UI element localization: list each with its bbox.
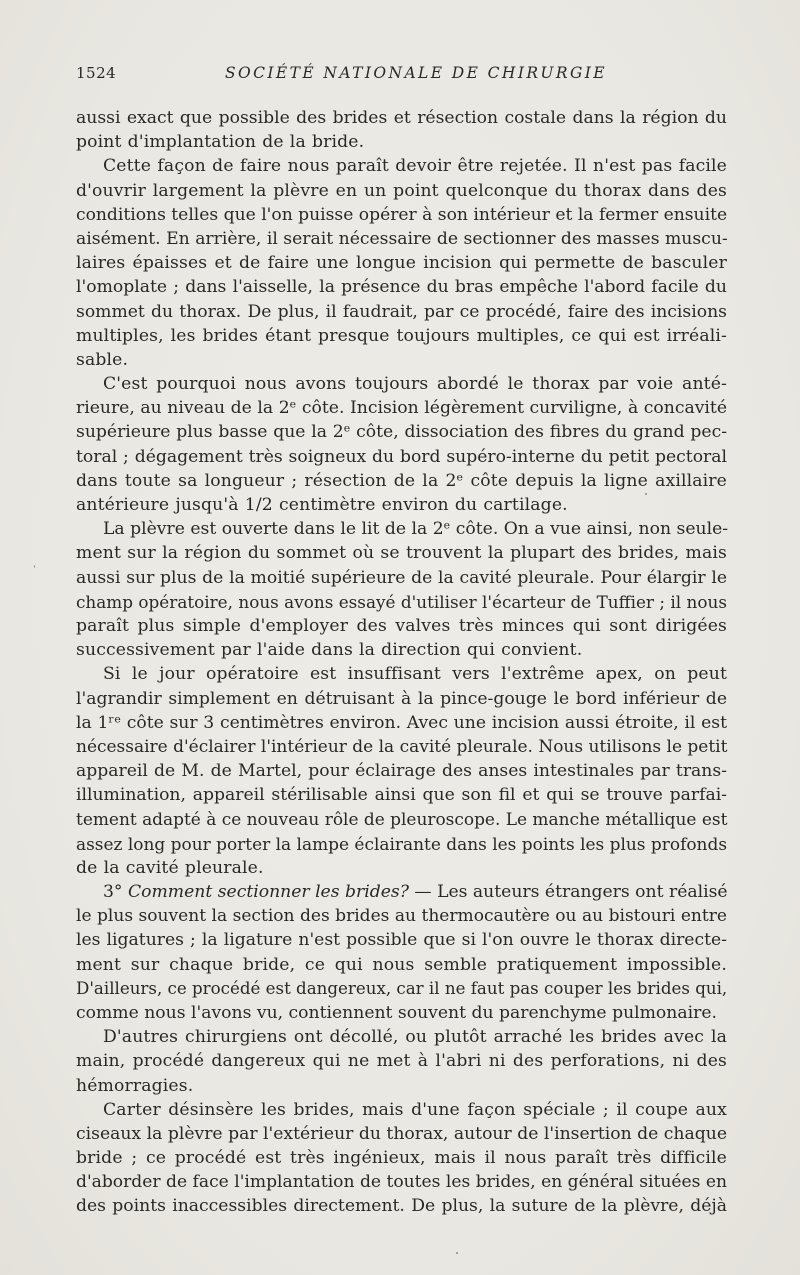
paper-speck: [456, 1252, 458, 1254]
section-heading-italic: Comment sectionner les brides?: [128, 882, 409, 902]
text-line: hémorragies.: [76, 1075, 194, 1096]
text-line: comme nous l'avons vu, contiennent souvent du parenchyme pulmonaire.: [76, 1002, 717, 1023]
text-line: conditions telles que l'on puisse opérer à son intérieur et la fermer ensuite: [76, 204, 728, 225]
line-prefix: 3°: [103, 882, 128, 902]
text-line: assez long pour porter la lampe éclairante dans les points les plus profonds: [76, 833, 728, 854]
text-line: [76, 880, 727, 904]
text-line: sable.: [76, 349, 129, 370]
text-line: Si le jour opératoire est insuffisant vers l'extrême apex, on peut: [103, 664, 727, 685]
text-line: successivement par l'aide dans la direction qui convient.: [76, 640, 583, 661]
text-line: rieure, au niveau de la 2ᵉ côte. Incision légèrement curviligne, à concavité: [76, 398, 727, 419]
text-line: aisément. En arrière, il serait nécessaire de sectionner des masses muscu-: [76, 228, 728, 249]
text-line: aussi exact que possible des brides et résection costale dans la région du: [76, 108, 727, 128]
text-line: l'agrandir simplement en détruisant à la pince-gouge le bord inférieur de: [76, 688, 727, 709]
text-line: les ligatures ; la ligature n'est possible que si l'on ouvre le thorax directe-: [76, 930, 727, 951]
text-line: supérieure plus basse que la 2ᵉ côte, dissociation des fibres du grand pec-: [76, 422, 727, 443]
text-line: nécessaire d'éclairer l'intérieur de la cavité pleurale. Nous utilisons le petit: [76, 736, 728, 757]
text-line: point d'implantation de la bride.: [76, 132, 365, 153]
text-line: champ opératoire, nous avons essayé d'utiliser l'écarteur de Tuffier ; il nous: [76, 591, 727, 612]
text-line: tement adapté à ce nouveau rôle de pleuroscope. Le manche métallique est: [76, 809, 728, 830]
body-text: [76, 106, 727, 1219]
text-line: laires épaisses et de faire une longue incision qui permette de basculer: [76, 253, 727, 274]
text-line: main, procédé dangereux qui ne met à l'abri ni des perforations, ni des: [76, 1051, 727, 1072]
text-line: toral ; dégagement très soigneux du bord supéro-interne du petit pectoral: [76, 446, 727, 467]
text-line: D'ailleurs, ce procédé est dangereux, car il ne faut pas couper les brides qui,: [76, 978, 728, 998]
text-line: ciseaux la plèvre par l'extérieur du thorax, autour de l'insertion de chaque: [76, 1123, 727, 1144]
text-line: aussi sur plus de la moitié supérieure de la cavité pleurale. Pour élargir le: [76, 567, 727, 588]
text-line: illumination, appareil stérilisable ainsi que son fil et qui se trouve parfai-: [76, 785, 727, 806]
text-line: d'aborder de face l'implantation de toutes les brides, en général situées en: [76, 1172, 727, 1193]
text-line: bride ; ce procédé est très ingénieux, mais il nous paraît très difficile: [76, 1148, 727, 1169]
text-line: ment sur la région du sommet où se trouvent la plupart des brides, mais: [76, 543, 727, 564]
text-line: multiples, les brides étant presque toujours multiples, ce qui est irréali-: [76, 325, 727, 346]
text-line: La plèvre est ouverte dans le lit de la 2ᵉ côte. On a vue ainsi, non seule-: [103, 519, 729, 540]
text-line: des points inaccessibles directement. De plus, la suture de la plèvre, déjà: [76, 1196, 727, 1217]
text-line: paraît plus simple d'employer des valves très minces qui sont dirigées: [76, 615, 727, 636]
page-header: [76, 64, 726, 88]
text-line: dans toute sa longueur ; résection de la 2ᵉ côte depuis la ligne axillaire: [76, 470, 727, 491]
paper-speck: [645, 493, 647, 495]
text-line: Carter désinsère les brides, mais d'une façon spéciale ; il coupe aux: [103, 1099, 727, 1120]
text-line: D'autres chirurgiens ont décollé, ou plutôt arraché les brides avec la: [103, 1027, 727, 1048]
line-suffix: — Les auteurs étrangers ont réalisé: [408, 882, 728, 902]
text-line: ment sur chaque bride, ce qui nous semble pratiquement impossible.: [76, 954, 727, 975]
text-line: antérieure jusqu'à 1/2 centimètre environ du cartilage.: [76, 495, 568, 515]
text-line: sommet du thorax. De plus, il faudrait, par ce procédé, faire des incisions: [76, 301, 727, 322]
text-line: C'est pourquoi nous avons toujours abordé le thorax par voie anté-: [103, 374, 727, 395]
page-number: 1524: [76, 64, 117, 82]
text-line: le plus souvent la section des brides au thermocautère ou au bistouri entre: [76, 906, 727, 927]
text-line: d'ouvrir largement la plèvre en un point quelconque du thorax dans des: [76, 180, 727, 201]
text-line: de la cavité pleurale.: [76, 857, 264, 878]
paper-speck: [34, 565, 35, 568]
running-title: SOCIÉTÉ NATIONALE DE CHIRURGIE: [225, 64, 607, 82]
text-line: la 1ʳᵉ côte sur 3 centimètres environ. Avec une incision aussi étroite, il est: [76, 712, 727, 733]
text-line: appareil de M. de Martel, pour éclairage des anses intestinales par trans-: [76, 761, 727, 782]
text-line: Cette façon de faire nous paraît devoir être rejetée. Il n'est pas facile: [103, 156, 727, 177]
text-line: l'omoplate ; dans l'aisselle, la présence du bras empêche l'abord facile du: [76, 277, 727, 298]
